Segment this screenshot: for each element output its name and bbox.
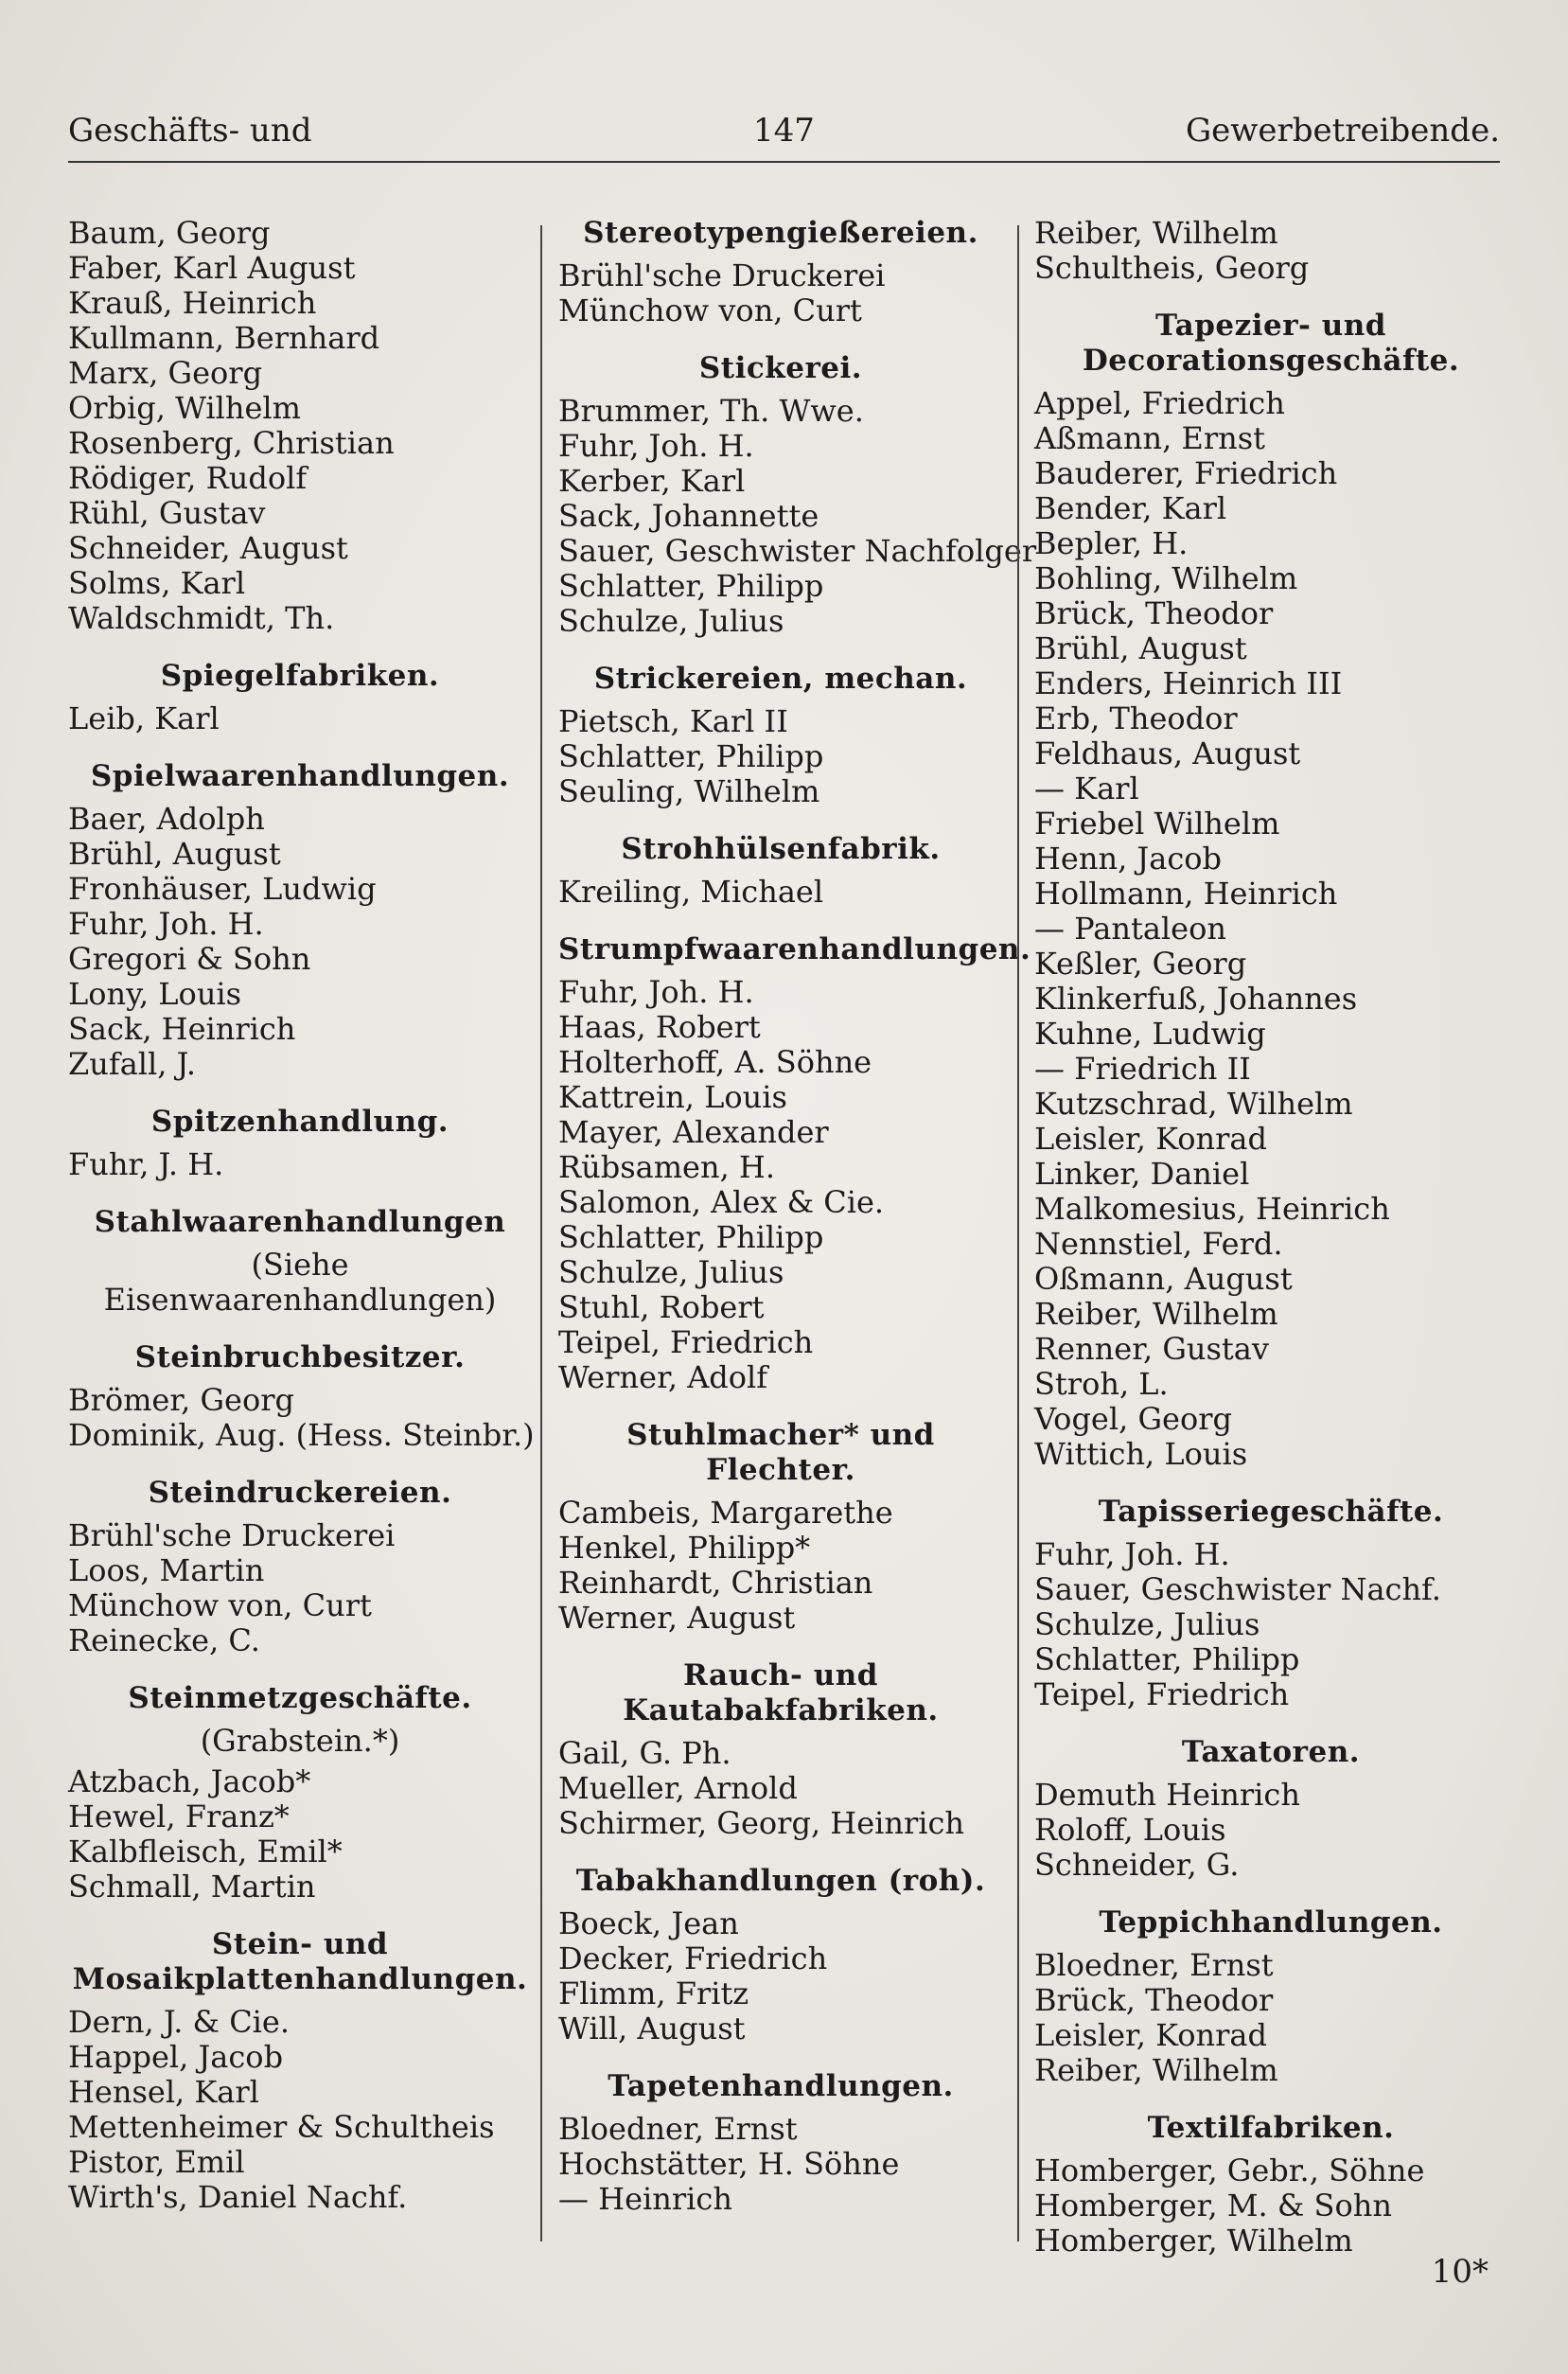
directory-entry: Orbig, Wilhelm (68, 390, 301, 426)
directory-entry: Faber, Karl August (68, 250, 356, 286)
directory-entry: Kattrein, Louis (558, 1079, 787, 1115)
section-heading: Stuhlmacher* und Flechter. (626, 1418, 935, 1487)
column-3 (1034, 216, 1507, 2259)
directory-entry: Friebel Wilhelm (1034, 806, 1280, 842)
directory-entry: Klinkerfuß, Johannes (1034, 981, 1358, 1017)
directory-entry: Reiber, Wilhelm (1034, 1296, 1278, 1332)
directory-entry: Homberger, Wilhelm (1034, 2223, 1353, 2259)
directory-entry: Gregori & Sohn (68, 941, 311, 977)
directory-entry: Hewel, Franz* (68, 1798, 290, 1834)
section-heading: Rauch- und Kautabakfabriken. (623, 1658, 939, 1727)
section-heading: Tapetenhandlungen. (608, 2069, 954, 2103)
directory-entry: Fuhr, J. H. (68, 1146, 224, 1182)
directory-entry: Mueller, Arnold (558, 1770, 798, 1806)
directory-entry: Henn, Jacob (1034, 841, 1222, 877)
directory-entry: Bloedner, Ernst (558, 2111, 798, 2147)
section-heading: Spitzenhandlung. (150, 1105, 449, 1139)
directory-entry: Kreiling, Michael (558, 874, 824, 910)
directory-entry: Brück, Theodor (1034, 595, 1274, 631)
directory-entry: Cambeis, Margarethe (558, 1495, 893, 1531)
directory-entry: Werner, August (558, 1600, 796, 1636)
directory-entry: Schlatter, Philipp (558, 1219, 824, 1255)
column-1 (68, 215, 535, 2215)
directory-entry: Fronhäuser, Ludwig (68, 871, 377, 907)
directory-entry: Fuhr, Joh. H. (558, 428, 754, 464)
signature-mark: 10* (1431, 2253, 1489, 2291)
directory-entry: Aßmann, Ernst (1034, 420, 1266, 456)
directory-entry: — Pantaleon (1034, 911, 1226, 947)
directory-entry: Bepler, H. (1034, 525, 1189, 561)
directory-entry: Reiber, Wilhelm (1034, 2052, 1278, 2088)
directory-entry: Brück, Theodor (1034, 1982, 1274, 2018)
directory-entry: Stroh, L. (1034, 1366, 1169, 1402)
directory-entry: Demuth Heinrich (1034, 1777, 1300, 1813)
directory-entry: Flimm, Fritz (558, 1975, 749, 2011)
section-heading: Strumpfwaarenhandlungen. (558, 932, 1031, 966)
directory-entry: Salomon, Alex & Cie. (558, 1184, 885, 1220)
directory-entry: Pistor, Emil (68, 2144, 245, 2180)
directory-entry: Reiber, Wilhelm (1034, 215, 1278, 251)
directory-entry: Leisler, Konrad (1034, 1121, 1267, 1157)
directory-entry: Schneider, G. (1034, 1847, 1240, 1883)
directory-entry: — Karl (1034, 771, 1139, 806)
section-heading: Tabakhandlungen (roh). (575, 1864, 986, 1898)
section-heading: Steindruckereien. (148, 1476, 452, 1510)
directory-entry: Kutzschrad, Wilhelm (1034, 1086, 1353, 1122)
directory-entry: Schultheis, Georg (1034, 250, 1310, 286)
directory-entry: Wirth's, Daniel Nachf. (68, 2179, 408, 2215)
directory-entry: Schlatter, Philipp (558, 568, 824, 604)
directory-entry: Nennstiel, Ferd. (1034, 1226, 1283, 1262)
running-head-right: Gewerbetreibende. (1185, 112, 1500, 150)
section-note: (Siehe Eisenwaarenhandlungen) (103, 1247, 497, 1318)
directory-entry: Schneider, August (68, 530, 348, 566)
directory-entry: Baer, Adolph (68, 801, 265, 837)
directory-entry: Schlatter, Philipp (558, 738, 824, 774)
directory-entry: — Heinrich (558, 2181, 732, 2217)
directory-entry: Krauß, Heinrich (68, 285, 317, 321)
directory-entry: Fuhr, Joh. H. (558, 974, 754, 1010)
directory-entry: Dominik, Aug. (Hess. Steinbr.) (68, 1417, 535, 1453)
directory-entry: Schmall, Martin (68, 1869, 316, 1905)
directory-entry: Schulze, Julius (558, 1254, 784, 1290)
directory-entry: Holterhoff, A. Söhne (558, 1044, 872, 1080)
directory-entry: Bloedner, Ernst (1034, 1947, 1274, 1983)
section-heading: Taxatoren. (1181, 1735, 1361, 1769)
directory-entry: Feldhaus, August (1034, 735, 1301, 771)
directory-entry: Kullmann, Bernhard (68, 320, 380, 356)
directory-entry: Rübsamen, H. (558, 1149, 775, 1185)
directory-entry: Sauer, Geschwister Nachfolger (558, 533, 1037, 569)
directory-entry: Bohling, Wilhelm (1034, 560, 1298, 596)
directory-entry: Keßler, Georg (1034, 946, 1247, 982)
directory-entry: Schirmer, Georg, Heinrich (558, 1805, 965, 1841)
directory-entry: Sack, Johannette (558, 498, 819, 534)
section-heading: Tapezier- und Decorationsgeschäfte. (1082, 309, 1460, 378)
directory-entry: Schulze, Julius (1034, 1606, 1260, 1642)
directory-entry: Rödiger, Rudolf (68, 460, 308, 496)
directory-entry: Leib, Karl (68, 700, 220, 736)
directory-entry: Gail, G. Ph. (558, 1735, 731, 1771)
directory-entry: Teipel, Friedrich (558, 1324, 814, 1360)
directory-entry: Kerber, Karl (558, 463, 746, 499)
directory-entry: Reinhardt, Christian (558, 1565, 873, 1601)
page-number: 147 (753, 112, 815, 150)
directory-entry: Kalbfleisch, Emil* (68, 1834, 343, 1869)
column-2 (558, 216, 1037, 2217)
directory-entry: Schulze, Julius (558, 603, 784, 639)
directory-entry: Homberger, Gebr., Söhne (1034, 2153, 1425, 2188)
section-heading: Steinbruchbesitzer. (134, 1340, 466, 1374)
section-heading: Tapisseriegeschäfte. (1098, 1495, 1444, 1529)
directory-entry: Münchow von, Curt (558, 292, 862, 328)
directory-entry: Leisler, Konrad (1034, 2017, 1267, 2053)
directory-entry: Boeck, Jean (558, 1905, 739, 1941)
directory-entry: Erb, Theodor (1034, 700, 1238, 736)
directory-entry: Werner, Adolf (558, 1359, 768, 1395)
section-heading: Spiegelfabriken. (160, 659, 440, 693)
section-heading: Strickereien, mechan. (593, 662, 968, 696)
directory-entry: Mayer, Alexander (558, 1114, 829, 1150)
directory-entry: Hensel, Karl (68, 2074, 259, 2110)
directory-entry: Appel, Friedrich (1034, 385, 1285, 421)
section-heading: Steinmetzgeschäfte. (128, 1681, 472, 1715)
directory-entry: Roloff, Louis (1034, 1812, 1226, 1848)
section-heading: Strohhülsenfabrik. (621, 832, 941, 866)
directory-entry: Decker, Friedrich (558, 1940, 828, 1976)
directory-entry: Will, August (558, 2011, 746, 2046)
directory-entry: Teipel, Friedrich (1034, 1676, 1290, 1712)
directory-entry: Waldschmidt, Th. (68, 600, 335, 636)
directory-entry: Happel, Jacob (68, 2039, 284, 2075)
directory-entry: Oßmann, August (1034, 1261, 1293, 1297)
section-heading: Stickerei. (698, 351, 863, 385)
running-head (68, 112, 1500, 165)
directory-entry: Renner, Gustav (1034, 1331, 1269, 1367)
running-head-left: Geschäfts- und (68, 112, 312, 150)
directory-entry: Bauderer, Friedrich (1034, 455, 1338, 491)
directory-entry: Brömer, Georg (68, 1382, 295, 1418)
directory-entry: Henkel, Philipp* (558, 1530, 811, 1566)
directory-entry: Brühl, August (1034, 630, 1247, 666)
section-heading: Spielwaarenhandlungen. (90, 759, 510, 793)
directory-entry: Brühl'sche Druckerei (558, 257, 886, 293)
directory-entry: Enders, Heinrich III (1034, 665, 1343, 701)
directory-entry: Reinecke, C. (68, 1622, 260, 1658)
section-heading: Teppichhandlungen. (1099, 1905, 1443, 1940)
directory-entry: Dern, J. & Cie. (68, 2004, 291, 2040)
directory-entry: Brühl'sche Druckerei (68, 1517, 396, 1553)
directory-entry: Marx, Georg (68, 355, 263, 391)
column-separator (1017, 225, 1019, 2241)
directory-entry: Fuhr, Joh. H. (68, 906, 264, 942)
directory-entry: Sack, Heinrich (68, 1011, 296, 1047)
section-heading: Stein- und Mosaikplattenhandlungen. (72, 1927, 528, 1996)
directory-entry: Linker, Daniel (1034, 1156, 1250, 1192)
directory-entry: Haas, Robert (558, 1009, 761, 1045)
directory-entry: Brummer, Th. Wwe. (558, 393, 864, 429)
directory-entry: Bender, Karl (1034, 490, 1227, 526)
section-heading: Textilfabriken. (1147, 2111, 1395, 2145)
directory-entry: Münchow von, Curt (68, 1587, 372, 1623)
directory-entry: Atzbach, Jacob* (68, 1763, 311, 1799)
section-heading: Stahlwaarenhandlungen (94, 1205, 506, 1239)
header-rule (68, 161, 1500, 163)
directory-entry: Homberger, M. & Sohn (1034, 2188, 1392, 2223)
directory-entry: Stuhl, Robert (558, 1289, 765, 1325)
directory-entry: Mettenheimer & Schultheis (68, 2109, 495, 2145)
section-heading: Stereotypengießereien. (583, 216, 978, 250)
directory-entry: Brühl, August (68, 836, 281, 872)
directory-entry: Zufall, J. (68, 1046, 197, 1082)
directory-entry: Wittich, Louis (1034, 1436, 1248, 1472)
directory-entry: Hollmann, Heinrich (1034, 876, 1338, 912)
directory-entry: Kuhne, Ludwig (1034, 1016, 1266, 1052)
directory-entry: Pietsch, Karl II (558, 703, 788, 739)
directory-entry: Vogel, Georg (1034, 1401, 1232, 1437)
directory-entry: Hochstätter, H. Söhne (558, 2146, 900, 2182)
directory-entry: Fuhr, Joh. H. (1034, 1536, 1230, 1572)
directory-entry: Baum, Georg (68, 215, 271, 251)
directory-entry: Lony, Louis (68, 976, 242, 1012)
directory-entry: — Friedrich II (1034, 1051, 1251, 1087)
directory-entry: Solms, Karl (68, 565, 246, 601)
directory-entry: Sauer, Geschwister Nachf. (1034, 1571, 1441, 1607)
section-note: (Grabstein.*) (200, 1723, 400, 1759)
column-separator (540, 225, 542, 2241)
directory-entry: Malkomesius, Heinrich (1034, 1191, 1390, 1227)
directory-entry: Loos, Martin (68, 1552, 265, 1588)
directory-entry: Seuling, Wilhelm (558, 773, 820, 809)
directory-entry: Rosenberg, Christian (68, 425, 395, 461)
directory-entry: Rühl, Gustav (68, 495, 266, 531)
directory-entry: Schlatter, Philipp (1034, 1641, 1300, 1677)
